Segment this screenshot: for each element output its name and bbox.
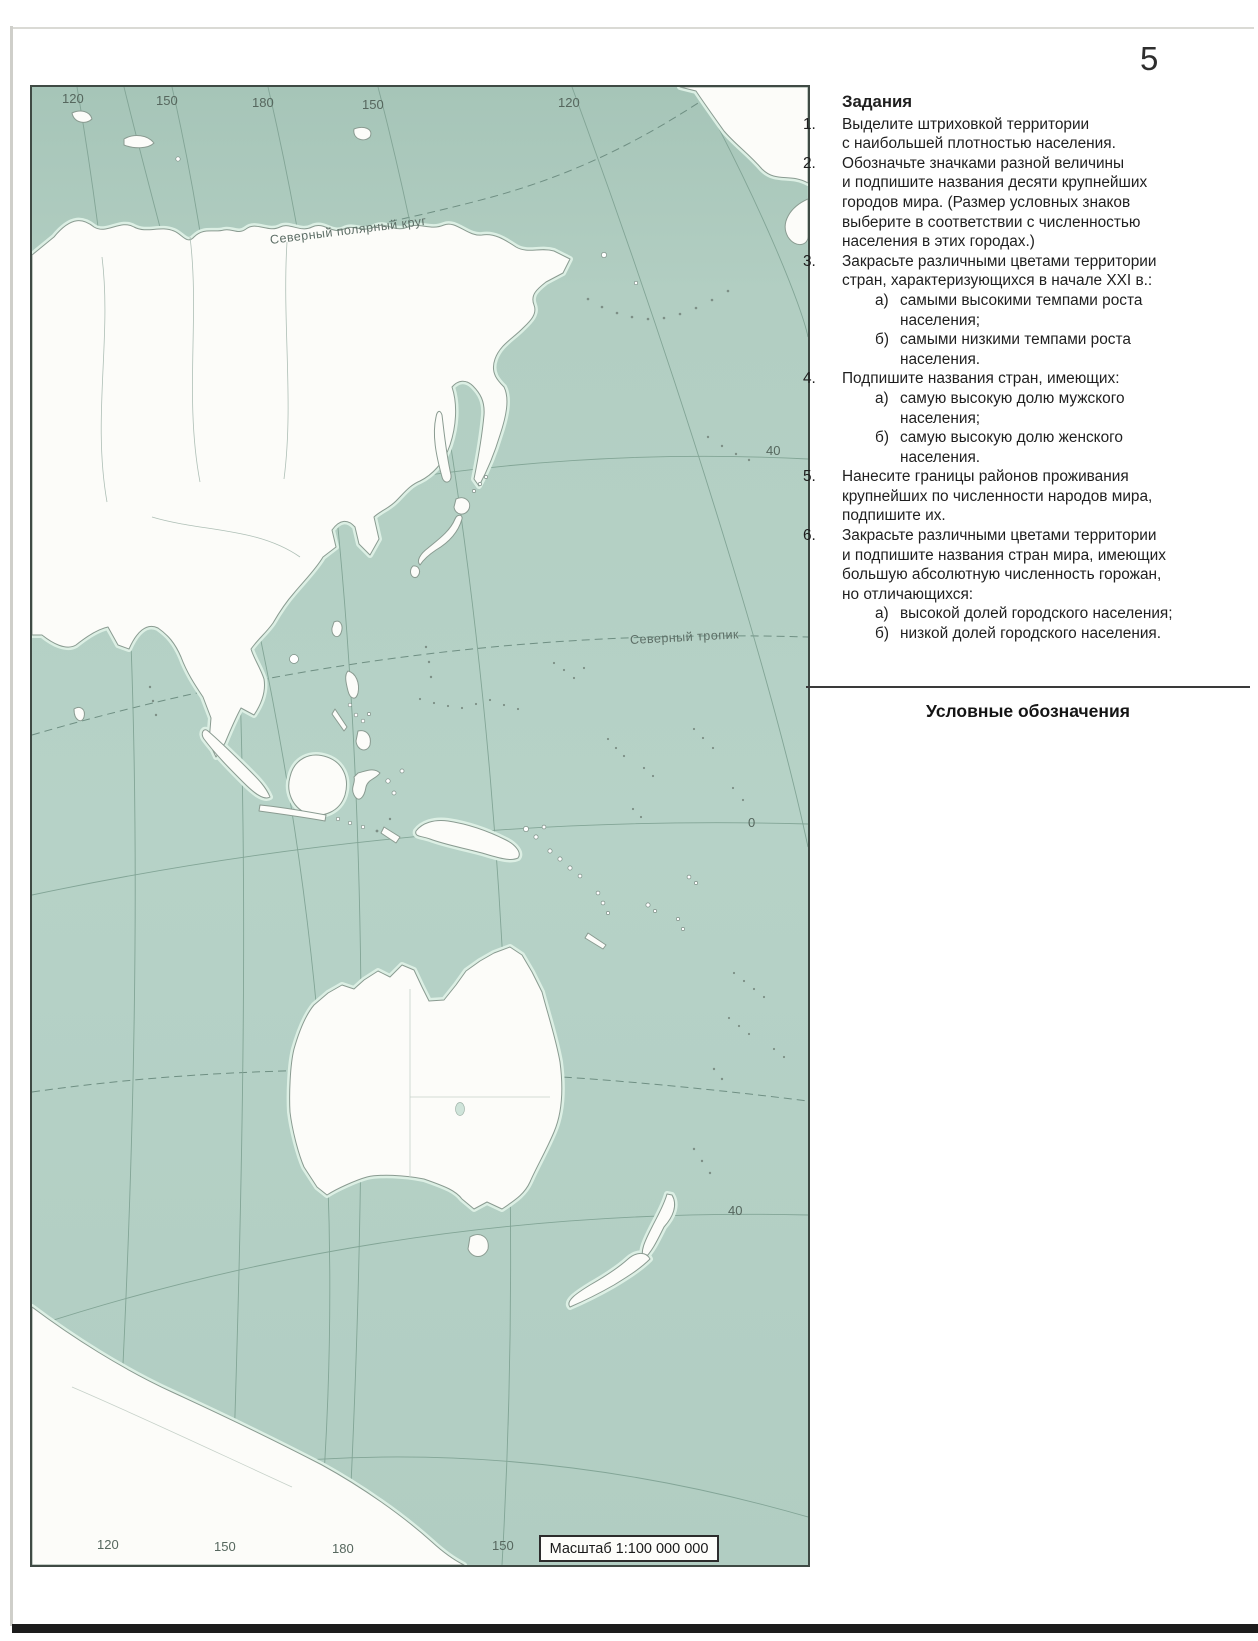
page-edge-left	[10, 26, 13, 1626]
task-row	[803, 350, 1255, 370]
lon-label-top-180: 180	[252, 95, 274, 110]
task-indent	[803, 389, 875, 409]
task-row	[803, 291, 1255, 311]
task-text: и подпишите названия десяти крупнейших	[842, 174, 1148, 192]
section-divider	[806, 686, 1250, 688]
task-text: самыми высокими темпами роста	[900, 291, 1143, 309]
lon-label-top-150e: 150	[156, 93, 178, 108]
lon-label-bottom-120e: 120	[97, 1537, 119, 1552]
task-row	[803, 448, 1255, 468]
task-number: 2.	[803, 154, 816, 172]
task-row	[803, 409, 1255, 429]
task-row	[803, 487, 1255, 507]
kyushu-island	[410, 566, 419, 578]
tasks-title: Задания	[842, 92, 913, 111]
task-row	[803, 624, 1255, 644]
lon-label-bottom-150w: 150	[492, 1538, 514, 1553]
task-number: а)	[875, 605, 889, 623]
task-row	[803, 506, 1255, 526]
task-number: б)	[875, 429, 889, 447]
lat-label-40n: 40	[766, 443, 781, 458]
task-text: но отличающихся:	[842, 585, 974, 603]
task-number: б)	[875, 331, 889, 349]
task-indent	[803, 624, 875, 644]
task-text: и подпишите названия стран мира, имеющих	[842, 546, 1166, 564]
task-row	[803, 134, 1255, 154]
lon-label-top-120e: 120	[62, 91, 84, 106]
task-row	[803, 546, 1255, 566]
borneo-island	[289, 755, 347, 815]
task-row	[803, 232, 1255, 252]
task-row	[803, 311, 1255, 331]
task-text: населения;	[900, 311, 981, 329]
page-edge-bottom	[12, 1624, 1258, 1633]
task-number: 6.	[803, 527, 816, 545]
task-indent	[803, 428, 875, 448]
task-row	[803, 115, 1255, 135]
lon-label-top-120w: 120	[558, 95, 580, 110]
task-text: населения.	[900, 350, 981, 368]
task-row	[803, 369, 1255, 389]
contour-map	[30, 85, 810, 1567]
task-text: Обозначьте значками разной величины	[842, 154, 1125, 172]
scale-label: Масштаб 1:100 000 000	[549, 1540, 709, 1557]
task-number: а)	[875, 389, 889, 407]
taiwan-island	[332, 621, 342, 636]
legend-title: Условные обозначения	[926, 701, 1130, 721]
task-text: населения.	[900, 448, 981, 466]
task-text: стран, характеризующихся в начале XXI в.:	[842, 272, 1153, 290]
task-row	[803, 526, 1255, 546]
task-text: населения;	[900, 409, 981, 427]
task-text: большую абсолютную численность горожан,	[842, 566, 1162, 584]
lon-label-bottom-150e: 150	[214, 1539, 236, 1554]
tasks-list	[803, 115, 1255, 644]
task-indent	[803, 604, 875, 624]
lat-label-40s: 40	[728, 1203, 743, 1218]
tasks-panel	[803, 92, 1255, 644]
page-edge-top	[10, 27, 1254, 29]
page-number: 5	[1140, 40, 1159, 77]
task-text: низкой долей городского населения.	[900, 625, 1162, 643]
task-row	[803, 154, 1255, 174]
task-indent	[803, 330, 875, 350]
lat-label-equator: 0	[748, 815, 756, 830]
task-text: самыми низкими темпами роста	[900, 331, 1131, 349]
task-text: крупнейших по численности народов мира,	[842, 487, 1153, 505]
task-text: выберите в соответствии с численностью	[842, 213, 1141, 231]
lon-label-top-150w: 150	[362, 97, 384, 112]
task-number: а)	[875, 291, 889, 309]
task-number: 1.	[803, 115, 816, 133]
task-row	[803, 565, 1255, 585]
task-text: Закрасьте различными цветами территории	[842, 252, 1157, 270]
task-row	[803, 330, 1255, 350]
task-row	[803, 428, 1255, 448]
task-text: Выделите штриховкой территории	[842, 115, 1090, 133]
task-row	[803, 193, 1255, 213]
task-text: самую высокую долю женского	[900, 429, 1123, 447]
map-canvas	[32, 87, 808, 1565]
task-text: Нанесите границы районов проживания	[842, 468, 1129, 486]
tasmania-island	[468, 1235, 488, 1257]
wrangel-island	[354, 127, 371, 139]
task-row	[803, 585, 1255, 605]
hokkaido-island	[454, 498, 470, 514]
task-text: с наибольшей плотностью населения.	[842, 135, 1116, 153]
task-row	[803, 213, 1255, 233]
tropic-of-cancer-label: Северный тропик	[629, 627, 740, 647]
task-text: подпишите их.	[842, 507, 946, 525]
task-text: Подпишите названия стран, имеющих:	[842, 370, 1120, 388]
task-text: Закрасьте различными цветами территории	[842, 527, 1157, 545]
task-row	[803, 389, 1255, 409]
task-number: 3.	[803, 252, 816, 270]
task-text: высокой долей городского населения;	[900, 605, 1173, 623]
task-number: б)	[875, 625, 889, 643]
task-number: 5.	[803, 468, 816, 486]
task-row	[803, 271, 1255, 291]
lon-label-bottom-180: 180	[332, 1541, 354, 1556]
task-indent	[803, 291, 875, 311]
task-text: городов мира. (Размер условных знаков	[842, 193, 1131, 211]
task-row	[803, 252, 1255, 272]
task-text: самую высокую долю мужского	[900, 389, 1125, 407]
task-text: населения в этих городах.)	[842, 233, 1035, 251]
arctic-circle-label: Северный полярный круг	[269, 213, 428, 247]
scale-box	[539, 1535, 719, 1562]
task-row	[803, 173, 1255, 193]
task-row	[803, 467, 1255, 487]
mindanao-island	[356, 731, 370, 750]
task-number: 4.	[803, 370, 816, 388]
task-row	[803, 604, 1255, 624]
